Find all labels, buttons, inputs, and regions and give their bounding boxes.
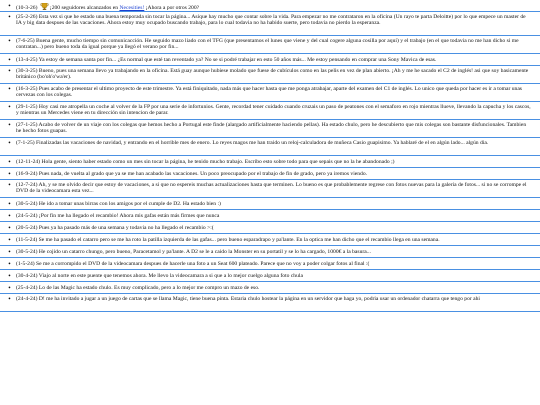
news-entry: [0, 36, 540, 54]
news-entry: [0, 282, 540, 294]
bullet-icon: •: [8, 272, 11, 280]
news-entry: [0, 84, 540, 102]
news-entry: [0, 294, 540, 312]
news-entry: [0, 234, 540, 246]
entry-date: (30-4-24): [16, 273, 38, 279]
news-entry: [0, 198, 540, 210]
bullet-icon: •: [8, 200, 11, 208]
entry-date: (13-4-25): [16, 57, 38, 63]
entry-text: Finalizadas las vacaciones de navidad, y entrando en el horrible mes de enero. Lo reyes magos me han traido un reloj-calculadora de muñeca Casio guapisimo. Ya hablaré de el en algún lado... algún dia.: [36, 140, 489, 146]
news-entry: [0, 210, 540, 222]
news-entry: [0, 222, 540, 234]
entry-text: Hoy casi me atropella un coche al volver de la FP por una serie de infortunios. Gente, recordad tener cuidado cuando cruzais un paso de peatones con el semaforo en rojo mientras llueve, llevando la capucha y los cascos, y mientras un Mercedes viene en tu dirección sin intencion de parar.: [16, 104, 531, 117]
entry-text: He cojido un catarro chungo, pero bueno, Paracetamol y pa'lante. A D2 se le a caido la Monster en su portatil y se lo ha cargado, 1000€ a la basura...: [38, 249, 371, 255]
entry-text: Esta vez si que he estado una buena temporada sin tocar la página... Asique hay mucho que contar sobre la vida. Para empezar no me contrataron en la oficina (Un rayo te parta Deloitte) por lo que empece un master de IA y big data despues de las vacaciones. Ahora estoy muy ocupado buscando trabajo, para lo cual todavia no ha habido suerte, pero todavia no pierdo la esperanza.: [16, 14, 526, 27]
entry-date: (7-6-25): [16, 38, 35, 44]
entry-text: Pues acabo de presentar el ultimo proyecto de este trimestre. Ya está finiquitado, nada más que hacer hasta que me ponga atrabajar, aparte del examen del C1 de inglés. Lo unico que queda por hacer es ir a tomar unas cervezas con los colegas.: [16, 86, 522, 99]
bullet-icon: •: [8, 139, 11, 147]
bullet-icon: •: [8, 103, 11, 111]
entry-date: (16-9-24): [16, 171, 38, 177]
entry-text: Pues ya ha pasado más de una semana y todavia no ha llegado el recambio >:(: [38, 225, 214, 231]
entry-text: Bueno, pues una semana llevo ya trabajando en la oficina. Está guay aunque hubiese molado que fuese de cubículos como en las pelis en vez de plan abierto. ¡Ah y me he sacado el C2 de inglés! asi que soy basicamente británico (bo'oh'o'wa'er).: [16, 68, 529, 81]
bullet-icon: •: [8, 224, 11, 232]
entry-date: (7-1-25): [16, 140, 35, 146]
news-entry: [0, 156, 540, 168]
news-entry: [0, 12, 540, 36]
bullet-icon: •: [8, 121, 11, 129]
entry-date: (12-7-24): [16, 182, 38, 188]
entry-date: (24-5-24): [16, 213, 38, 219]
entry-date: (25-4-24): [16, 285, 38, 291]
bullet-icon: •: [8, 56, 11, 64]
news-entry: [0, 270, 540, 282]
bullet-icon: •: [8, 2, 11, 10]
necesities-link[interactable]: Necesities!: [119, 5, 145, 11]
entry-text: ¡Ahora a por otros 200?: [144, 5, 200, 11]
bullet-icon: •: [8, 170, 11, 178]
entry-date: (1-5-24): [16, 261, 35, 267]
entry-date: (29-1-25): [16, 104, 38, 110]
bullet-icon: •: [8, 260, 11, 268]
news-entry: [0, 54, 540, 66]
entry-text: Ya estoy de semana santa por fin... ¿Es normal que esté tan reventado ya? No se si podré trabajar en esto 50 años más... Me estoy pensando en comprar una Sony Mavica de esas.: [38, 57, 437, 63]
entry-date: (30-5-24): [16, 249, 38, 255]
entry-text: Ah, y se me olvido decir que estoy de vacaciones, a si que no espereis muchas actualizaciones hasta que terminen. Lo bueno es que probablemente regrese con fotos nuevas para la galeria de fotos... si no se corrompe el DVD de la videocamara esta vez...: [16, 182, 527, 195]
bullet-icon: •: [8, 236, 11, 244]
entry-date: (24-4-24): [16, 296, 38, 302]
entry-date: (25-2-26): [16, 14, 38, 20]
entry-date: (30-3-25): [16, 68, 38, 74]
entry-text: Buena gente, mucho tiempo sin comunicacción. He seguido mazo liado con el TFG (que presentamos el lunes que viene y del cual cogere alguna cosilla por aquí) y el trabajo (en el que todavia no me han dicho si me contratan...) pero bueno toda da igual porque ya llegó el verano por fin...: [16, 38, 519, 51]
entry-text: D! me ha invitado a jugar a un juego de cartas que se llama Magic, tiene buena pinta. Estaria chulo hostear la página en un servidor que haga yo, podria usar un ordenador chatarra que tengo por ahi: [38, 296, 480, 302]
entry-date: (16-3-25): [16, 86, 38, 92]
entry-date: (10-3-26): [16, 5, 38, 11]
entry-text: ¡200 seguidores alcanzados en: [49, 5, 120, 11]
entry-text: Lo de las Magic ha estado chulo. Es muy complicado, pero a lo mejor me compro un mazo de eso.: [38, 285, 260, 291]
bullet-icon: •: [8, 248, 11, 256]
news-entry: [0, 102, 540, 120]
bullet-icon: •: [8, 158, 11, 166]
bullet-icon: •: [8, 13, 11, 21]
entry-text: Viajo al norte en este puente que tenemos ahora. Me llevo la videocamara a si que a lo mejor cuelgo alguna foto chula: [38, 273, 303, 279]
entry-date: (11-5-24): [16, 237, 38, 243]
news-entry: [0, 138, 540, 156]
news-entry: [0, 0, 540, 12]
bullet-icon: •: [8, 67, 11, 75]
bullet-icon: •: [8, 181, 11, 189]
entry-text: Se me ha pasado el catarro pero se me ha roto la patilla izquierda de las gafas... pero bueno esparadrapo y pa'lante. En la optica me han dicho que el recambio llega en una semana.: [38, 237, 440, 243]
bullet-icon: •: [8, 37, 11, 45]
news-entry: [0, 258, 540, 270]
entry-date: (20-5-24): [16, 225, 38, 231]
news-entry: [0, 120, 540, 138]
entry-date: (30-5-24): [16, 201, 38, 207]
news-entry: [0, 168, 540, 180]
entry-text: Acabo de volver de un viaje con los colegas que hemos hecho a Portugal este finde (alargado artificialmente haciendo pellas). Ha estado chulo, pero he descubierto que mis colegas son bastante disfuncionales. Tambien he hecho fotos guapas.: [16, 122, 527, 135]
news-entry: [0, 180, 540, 198]
bullet-icon: •: [8, 295, 11, 303]
bullet-icon: •: [8, 284, 11, 292]
news-entry: [0, 246, 540, 258]
entry-text: Hola gente, siento haber estado como un mes sin tocar la página, he tenido mucho trabajo. Escribo esto sobre todo para que sepais que no la he abandonado ;): [41, 159, 395, 165]
entry-text: Se me a corrompido el DVD de la videocamara despues de hacerle una foto a un Seat 600 plateado. Parece que no voy a poder colgar fotos al final :(: [36, 261, 370, 267]
bullet-icon: •: [8, 85, 11, 93]
entry-date: (27-1-25): [16, 122, 38, 128]
entry-date: (12-11-24): [16, 159, 41, 165]
bullet-icon: •: [8, 212, 11, 220]
trophy-icon: [40, 3, 49, 10]
entry-text: He ido a tomar unas birras con los amigos por el cumple de D2. Ha estado bien :): [38, 201, 221, 207]
entry-text: Pues nada, de vuelta al grado que ya se me han acabado las vacaciones. Un poco preocupado por el trabajo de fin de grado, pero ya iremos viendo.: [38, 171, 368, 177]
entry-text: ¡Por fin me ha llegado el recambio! Ahora mis gafas están más firmes que nunca: [38, 213, 220, 219]
news-entry: [0, 66, 540, 84]
